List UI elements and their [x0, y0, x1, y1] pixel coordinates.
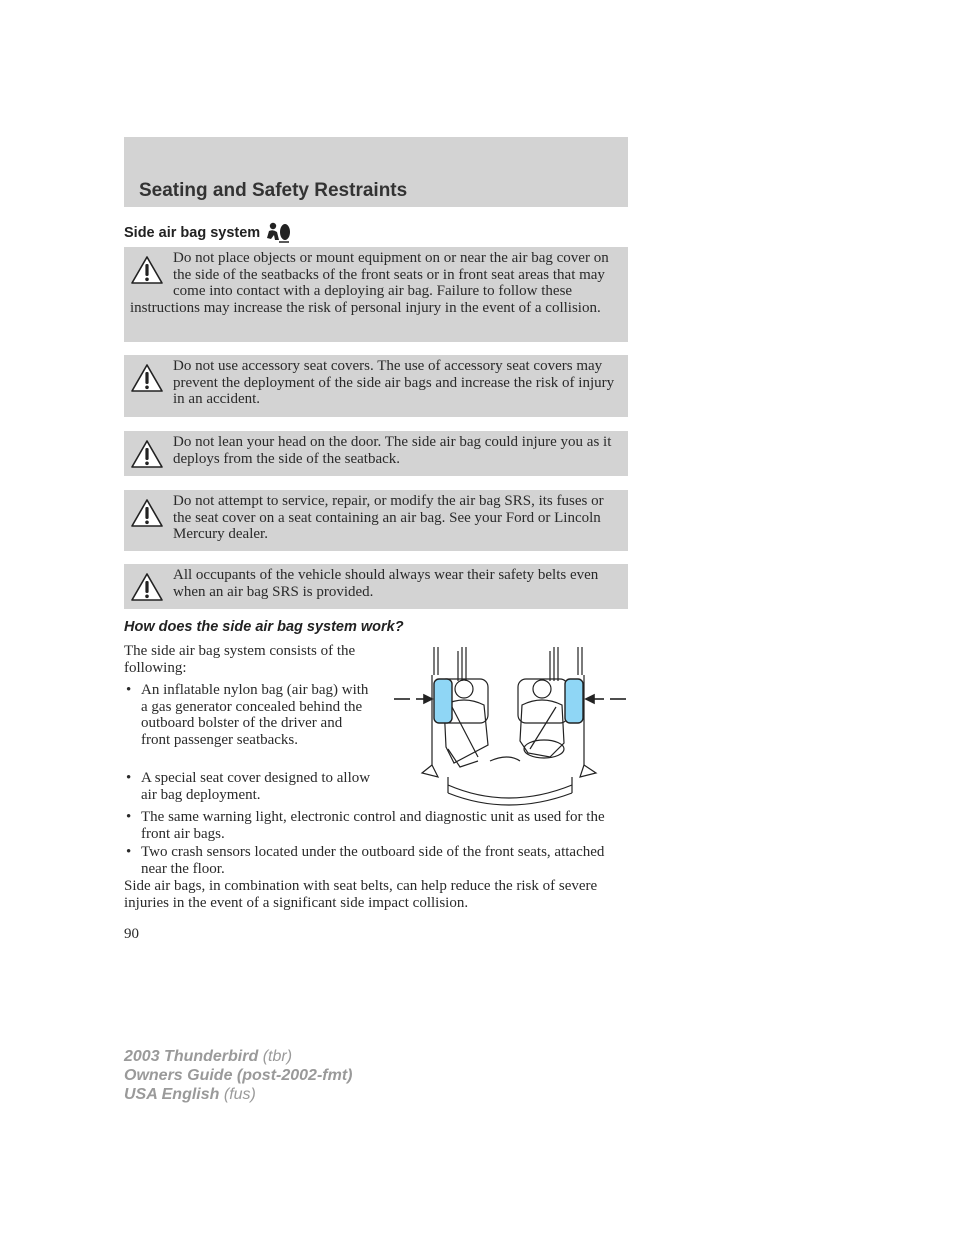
section-heading-text: Side air bag system	[124, 225, 261, 241]
list-item: • Two crash sensors located under the outboard side of the front seats, attached near the floor.	[124, 844, 628, 877]
closing-paragraph: Side air bags, in combination with seat belts, can help reduce the risk of severe injuries in the event of a significant side impact collision.	[124, 878, 598, 911]
list-item: • An inflatable nylon bag (air bag) with a gas generator concealed behind the outboard bolster of the driver and front passenger seatbacks.	[124, 682, 374, 748]
page-title: Seating and Safety Restraints	[139, 180, 408, 201]
side-airbag-diagram	[392, 645, 628, 807]
warning-text-5: All occupants of the vehicle should always wear their safety belts even when an air bag SRS is provided.	[173, 567, 599, 600]
list-item	[124, 809, 614, 842]
document-footer	[124, 1047, 352, 1104]
warning-triangle-icon	[130, 439, 164, 469]
warning-triangle-icon	[130, 498, 164, 528]
footer-line-1: 2003 Thunderbird (tbr)	[124, 1048, 293, 1065]
list-item: • A special seat cover designed to allow air bag deployment.	[124, 770, 374, 803]
warning-box-5	[124, 564, 628, 609]
warning-text-1: Do not place objects or mount equipment on or near the air bag cover on the side of the seatbacks of the front seats or in front seat areas that may come into contact with a deploying air bag. Failure to follow these instructions may increase the risk of personal injury in the event of a collision.	[130, 250, 609, 316]
warning-box-4	[124, 490, 628, 551]
warning-text-4: Do not attempt to service, repair, or modify the air bag SRS, its fuses or the seat cover on a seat containing an air bag. See your Ford or Lincoln Mercury dealer.	[173, 493, 604, 542]
subheading-how-it-works: How does the side air bag system work?	[124, 619, 404, 635]
warning-box-2	[124, 355, 628, 417]
section-header-band	[124, 137, 628, 207]
warning-text-3: Do not lean your head on the door. The side air bag could injure you as it deploys from the side of the seatback.	[173, 434, 612, 467]
warning-triangle-icon	[130, 572, 164, 602]
warning-box-1	[124, 247, 628, 342]
side-airbag-icon	[264, 222, 292, 244]
warning-triangle-icon	[130, 255, 164, 285]
intro-paragraph: The side air bag system consists of the following:	[124, 643, 356, 676]
footer-line-2: Owners Guide (post-2002-fmt)	[124, 1067, 353, 1084]
section-heading	[124, 222, 292, 244]
footer-line-3: USA English (fus)	[124, 1086, 256, 1103]
list-item-text: The same warning light, electronic control and diagnostic unit as used for the front air bags.	[141, 809, 605, 842]
page-number: 90	[124, 926, 139, 942]
warning-box-3	[124, 431, 628, 476]
warning-text-2: Do not use accessory seat covers. The use of accessory seat covers may prevent the deployment of the side air bags and increase the risk of injury in an accident.	[173, 358, 615, 407]
warning-triangle-icon	[130, 363, 164, 393]
